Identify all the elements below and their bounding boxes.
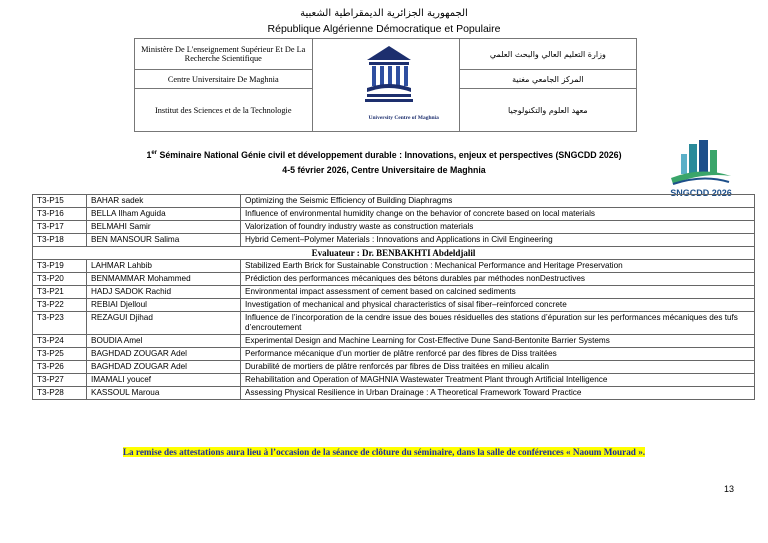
paper-code: T3-P18 xyxy=(33,234,87,247)
author-name: REBIAI Djelloul xyxy=(87,299,241,312)
author-name: KASSOUL Maroua xyxy=(87,387,241,400)
university-logo-cell xyxy=(312,39,459,132)
ministry-fr: Ministère De L'enseignement Supérieur Et De La Recherche Scientifique xyxy=(135,39,313,70)
author-name: BOUDIA Amel xyxy=(87,335,241,348)
french-republic-header: République Algérienne Démocratique et Populaire xyxy=(267,23,501,35)
paper-code: T3-P16 xyxy=(33,208,87,221)
page-number: 13 xyxy=(724,484,735,494)
institute-ar: معهد العلوم والتكنولوجيا xyxy=(459,89,636,132)
author-name: BEN MANSOUR Salima xyxy=(87,234,241,247)
author-name: IMAMALI youcef xyxy=(87,374,241,387)
author-name: BENMAMMAR Mohammed xyxy=(87,273,241,286)
paper-title: Experimental Design and Machine Learning for Cost-Effective Dune Sand-Bentonite Barrier Systems xyxy=(241,335,755,348)
paper-title: Assessing Physical Resilience in Urban Drainage : A Theoretical Framework Toward Practice xyxy=(241,387,755,400)
paper-code: T3-P19 xyxy=(33,260,87,273)
paper-code: T3-P26 xyxy=(33,361,87,374)
paper-code: T3-P23 xyxy=(33,312,87,335)
paper-code: T3-P27 xyxy=(33,374,87,387)
seminar-ordinal: 1 xyxy=(146,150,152,160)
arabic-republic-header: الجمهورية الجزائرية الديمقراطية الشعبية xyxy=(300,8,468,19)
seminar-title-text: Séminaire National Génie civil et développement durable : Innovations, enjeux et perspectives (SNGCDD 2026) xyxy=(157,150,622,160)
table-row xyxy=(33,273,755,286)
sngcdd-logo-icon xyxy=(667,138,735,200)
author-name: HADJ SADOK Rachid xyxy=(87,286,241,299)
table-row xyxy=(33,348,755,361)
author-name: REZAGUI Djihad xyxy=(87,312,241,335)
closing-notice-text: La remise des attestations aura lieu à l’occasion de la séance de clôture du séminaire, dans la salle de conférences « Naoum Mourad ». xyxy=(122,447,646,457)
ministry-ar: وزارة التعليم العالي والبحث العلمي xyxy=(459,39,636,70)
paper-title: Valorization of foundry industry waste as construction materials xyxy=(241,221,755,234)
table-row xyxy=(33,208,755,221)
seminar-date-place: 4-5 février 2026, Centre Universitaire de Maghnia xyxy=(282,165,486,175)
program-table xyxy=(32,194,755,400)
author-name: BAHAR sadek xyxy=(87,195,241,208)
closing-notice xyxy=(0,442,768,460)
table-row xyxy=(33,335,755,348)
paper-title: Optimizing the Seismic Efficiency of Building Diaphragms xyxy=(241,195,755,208)
table-row xyxy=(33,374,755,387)
university-logo xyxy=(363,44,415,114)
table-row xyxy=(33,260,755,273)
paper-code: T3-P25 xyxy=(33,348,87,361)
evaluator-row xyxy=(33,247,755,260)
author-name: BELLA Ilham Aguida xyxy=(87,208,241,221)
evaluator-label: Evaluateur : Dr. BENBAKHTI Abdeldjalil xyxy=(33,247,755,260)
author-name: BAGHDAD ZOUGAR Adel xyxy=(87,361,241,374)
paper-title: Performance mécanique d’un mortier de plâtre renforcé par des fibres de Diss traitées xyxy=(241,348,755,361)
institution-table xyxy=(134,38,637,132)
author-name: LAHMAR Lahbib xyxy=(87,260,241,273)
paper-title: Rehabilitation and Operation of MAGHNIA Wastewater Treatment Plant through Artificial Intelligence xyxy=(241,374,755,387)
seminar-title xyxy=(0,150,768,160)
paper-title: Prédiction des performances mécaniques des bétons durables par méthodes nonDestructives xyxy=(241,273,755,286)
paper-code: T3-P28 xyxy=(33,387,87,400)
paper-title: Influence de l’incorporation de la cendre issue des boues résiduelles des stations d’épuration sur les performances mécaniques des tufs d’encroutement xyxy=(241,312,755,335)
table-row xyxy=(33,299,755,312)
centre-fr: Centre Universitaire De Maghnia xyxy=(135,70,313,89)
author-name: BAGHDAD ZOUGAR Adel xyxy=(87,348,241,361)
sngcdd-logo-text: SNGCDD 2026 xyxy=(670,188,732,198)
logo-caption: University Centre of Maghnia xyxy=(368,115,439,121)
seminar-ordinal-sup: er xyxy=(151,150,158,157)
paper-title: Durabilité de mortiers de plâtre renforcés par fibres de Diss traitées en milieu alcalin xyxy=(241,361,755,374)
paper-code: T3-P17 xyxy=(33,221,87,234)
paper-title: Environmental impact assessment of cement based on calcined sediments xyxy=(241,286,755,299)
author-name: BELMAHI Samir xyxy=(87,221,241,234)
paper-title: Stabilized Earth Brick for Sustainable Construction : Mechanical Performance and Heritage Preservation xyxy=(241,260,755,273)
table-row xyxy=(33,312,755,335)
paper-title: Investigation of mechanical and physical characteristics of sisal fiber–reinforced concrete xyxy=(241,299,755,312)
table-row xyxy=(33,361,755,374)
paper-code: T3-P21 xyxy=(33,286,87,299)
paper-code: T3-P22 xyxy=(33,299,87,312)
table-row xyxy=(33,234,755,247)
paper-title: Hybrid Cement–Polymer Materials : Innovations and Applications in Civil Engineering xyxy=(241,234,755,247)
table-row xyxy=(33,221,755,234)
table-row xyxy=(33,286,755,299)
paper-code: T3-P24 xyxy=(33,335,87,348)
paper-title: Influence of environmental humidity change on the behavior of concrete based on local materials xyxy=(241,208,755,221)
table-row xyxy=(33,195,755,208)
paper-code: T3-P15 xyxy=(33,195,87,208)
paper-code: T3-P20 xyxy=(33,273,87,286)
institute-fr: Institut des Sciences et de la Technologie xyxy=(135,89,313,132)
table-row xyxy=(33,387,755,400)
centre-ar: المركز الجامعي مغنية xyxy=(459,70,636,89)
